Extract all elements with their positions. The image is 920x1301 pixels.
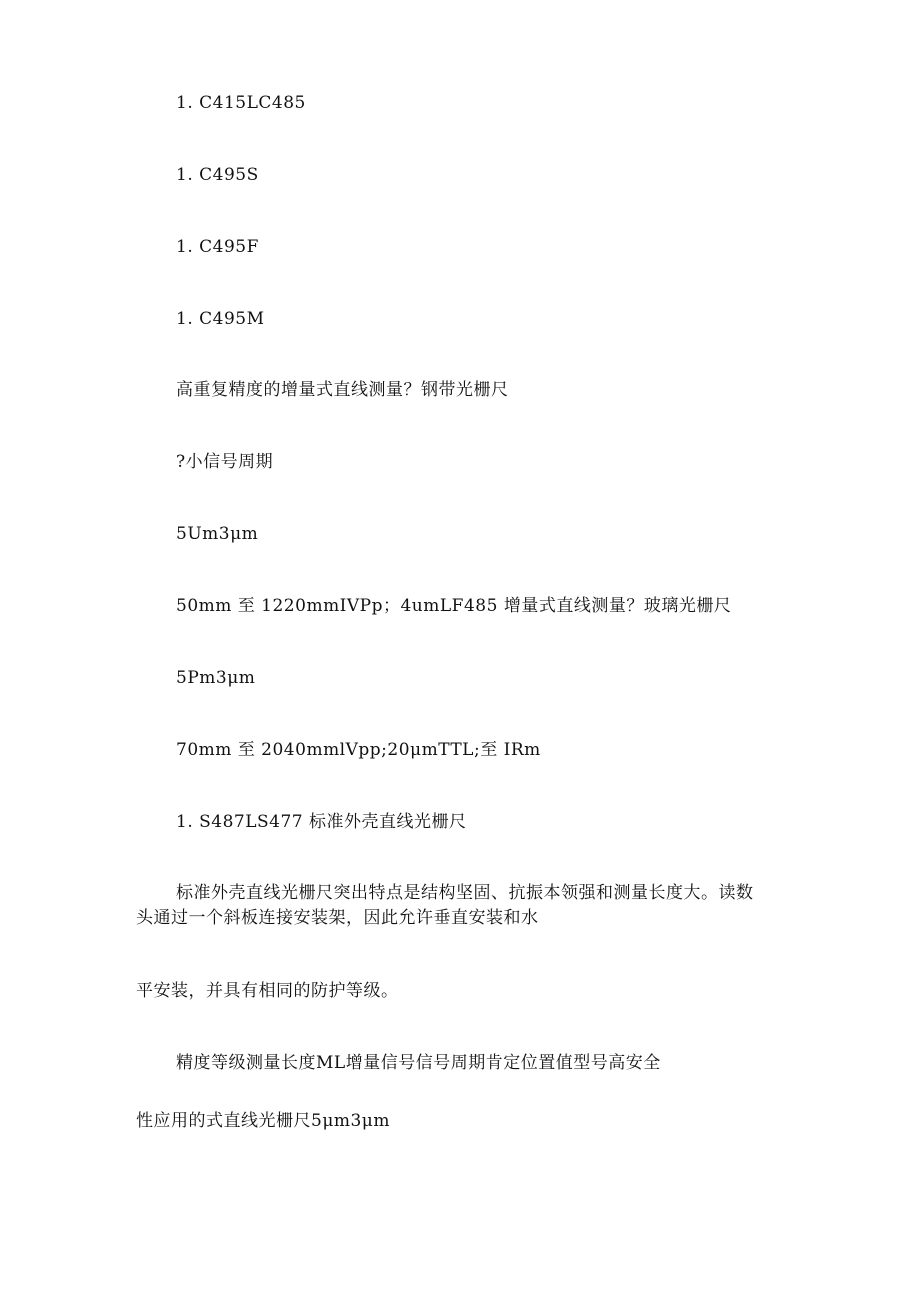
paragraph-line: 精度等级测量长度ML增量信号信号周期肯定位置值型号高安全 xyxy=(176,1053,661,1073)
paragraph-line: 平安装，并具有相同的防护等级。 xyxy=(136,981,399,1001)
paragraph-line: 头通过一个斜板连接安装架，因此允许垂直安装和水 xyxy=(136,908,539,928)
paragraph-line: 性应用的式直线光栅尺5μm3μm xyxy=(136,1111,390,1131)
model-line-c495f: 1. C495F xyxy=(176,237,259,257)
length-range-line-1: 50mm 至 1220mmIVPp；4umLF485 增量式直线测量？玻璃光栅尺 xyxy=(176,596,732,616)
model-line-c415lc485: 1. C415LC485 xyxy=(176,93,306,113)
model-line-c495m: 1. C495M xyxy=(176,309,265,329)
paragraph-line: 标准外壳直线光栅尺突出特点是结构坚固、抗振本领强和测量长度大。读数 xyxy=(176,883,754,903)
accuracy-line-2: 5Pm3μm xyxy=(176,668,256,688)
steel-tape-scale-heading: 高重复精度的增量式直线测量？钢带光栅尺 xyxy=(176,380,509,400)
standard-housing-heading: 1. S487LS477 标准外壳直线光栅尺 xyxy=(176,812,467,832)
model-line-c495s: 1. C495S xyxy=(176,165,259,185)
accuracy-line-1: 5Um3μm xyxy=(176,524,259,544)
length-range-line-2: 70mm 至 2040mmlVpp;20μmTTL;至 IRm xyxy=(176,740,541,760)
signal-period-line: ?小信号周期 xyxy=(176,452,274,472)
